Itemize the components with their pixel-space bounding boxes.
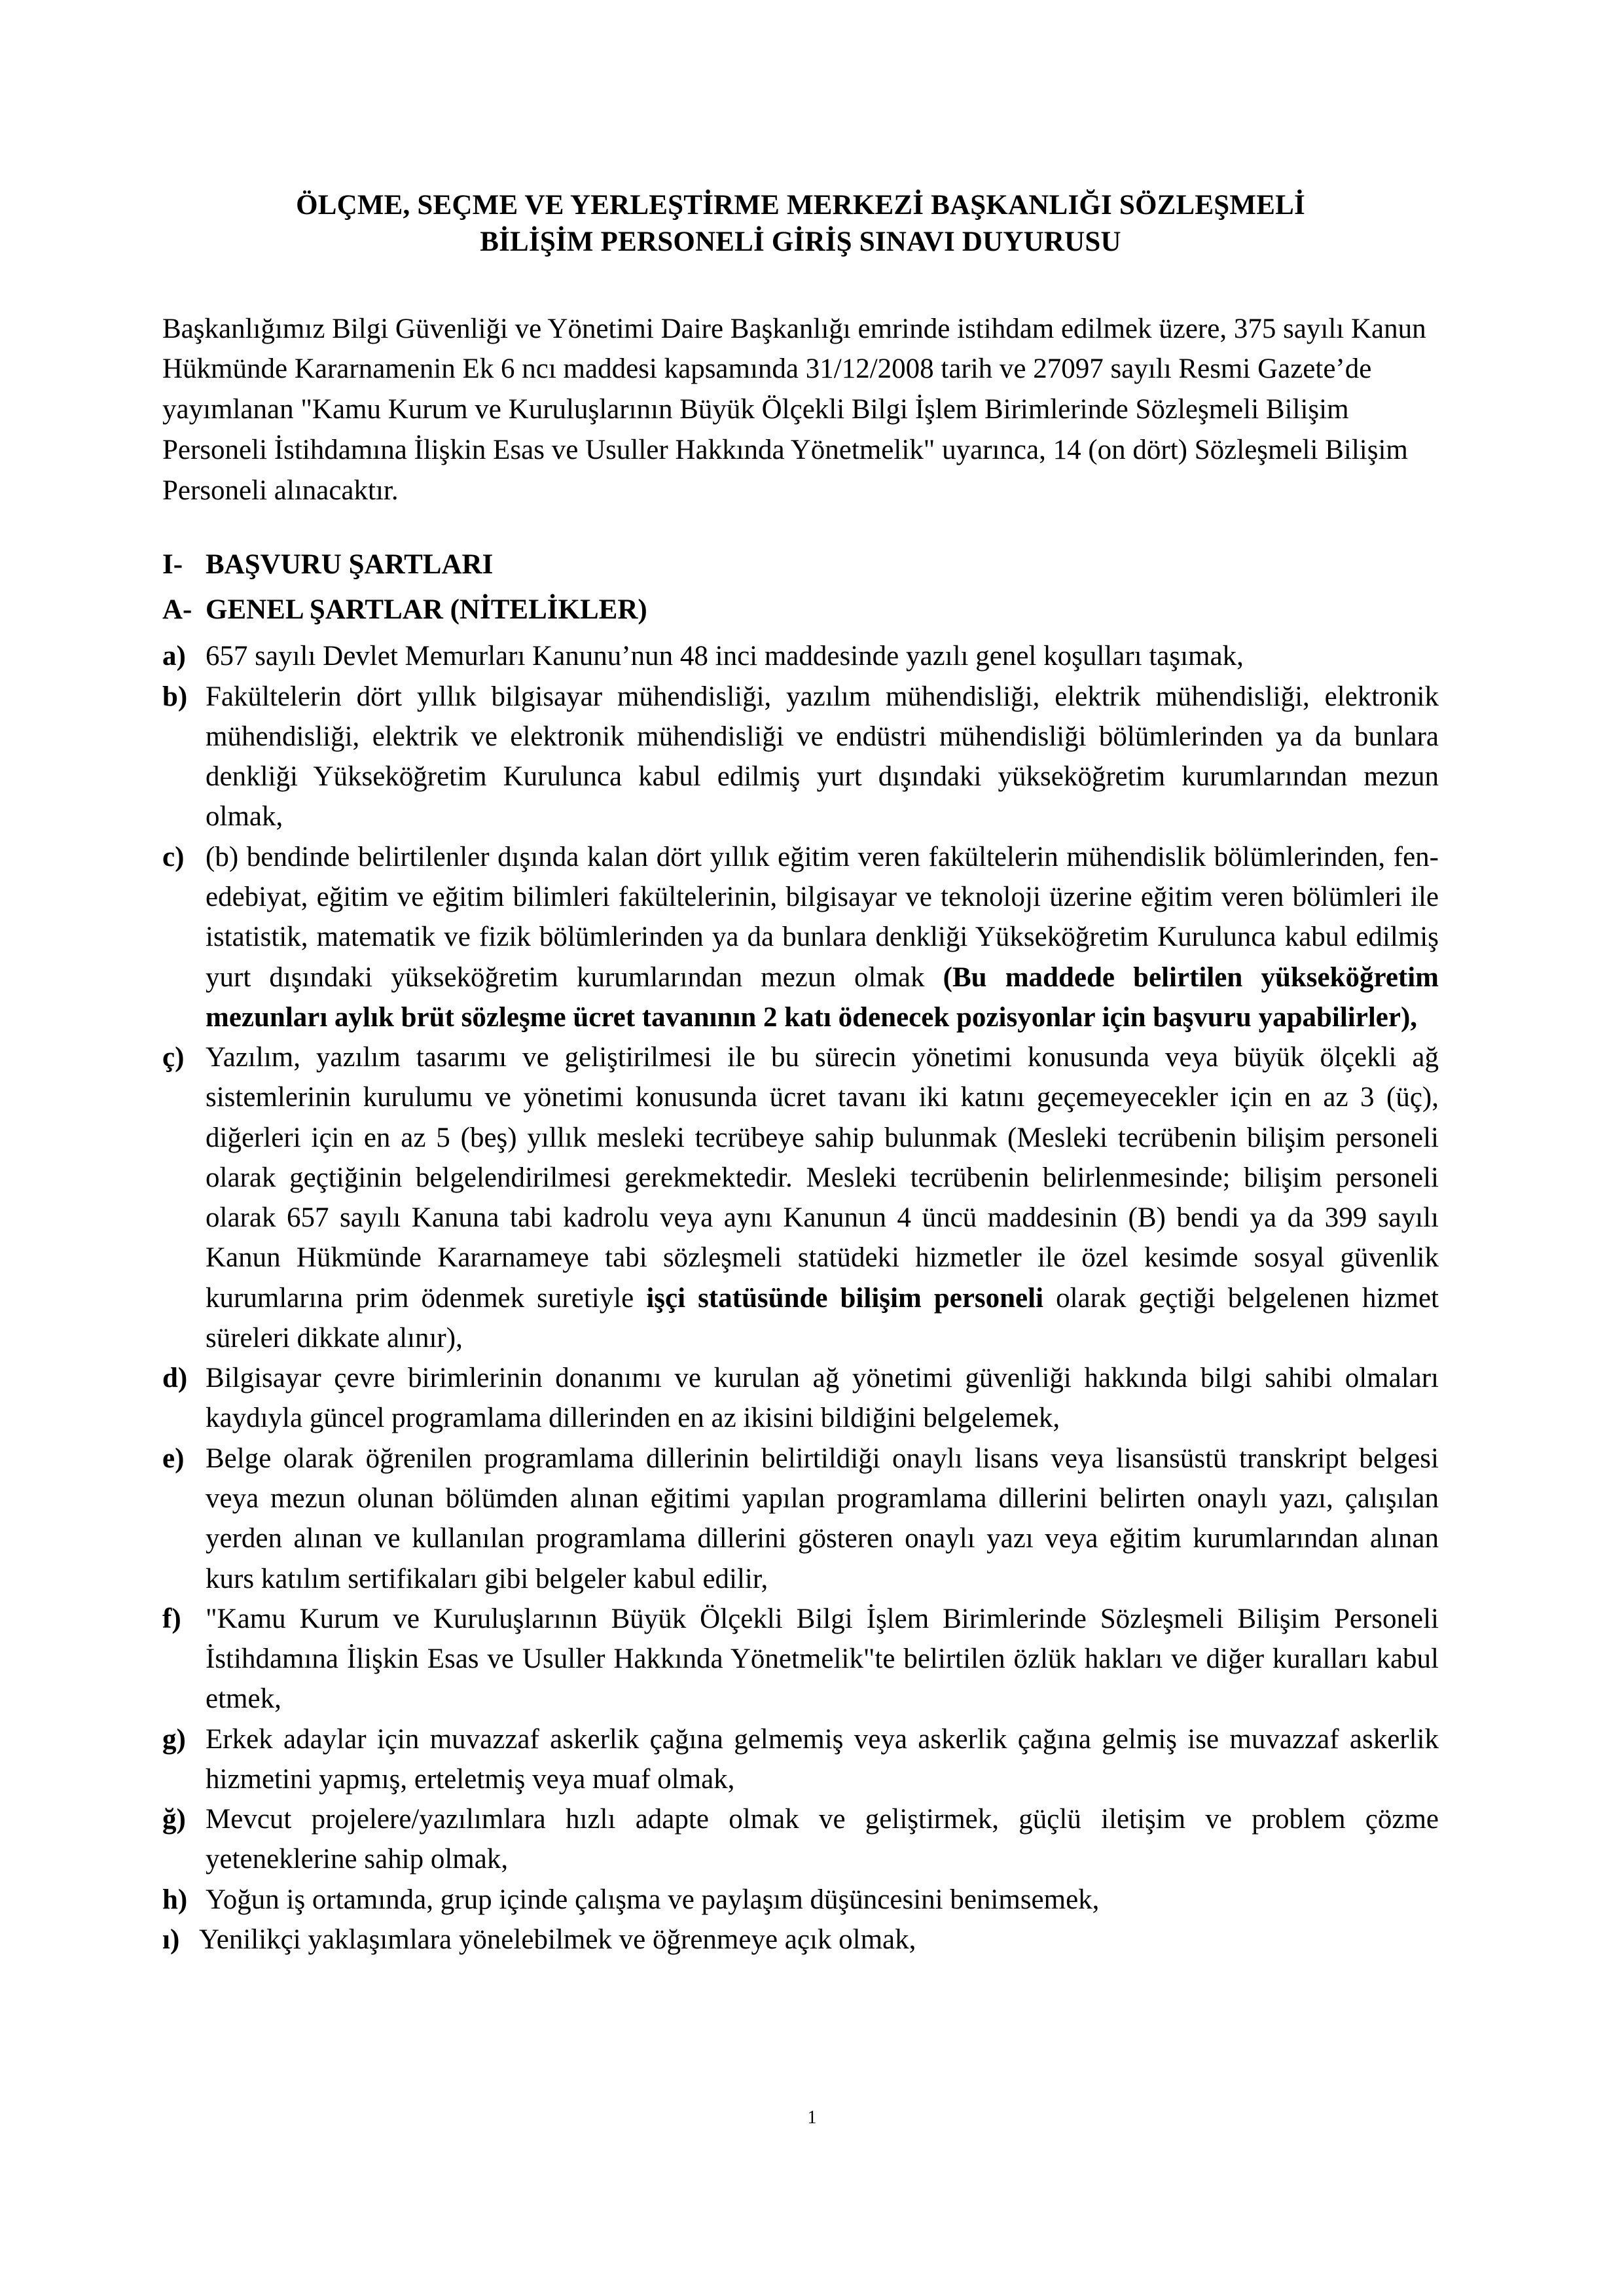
- list-item: [162, 636, 1439, 676]
- section-heading-genel-sartlar: [162, 590, 1439, 630]
- list-item: [162, 1599, 1439, 1719]
- list-item: [162, 677, 1439, 837]
- page-content: [162, 0, 1439, 1960]
- list-item-text: Mevcut projelere/yazılımlara hızlı adapte olmak ve geliştirmek, güçlü iletişim ve problem çözme yeteneklerine sahip olmak,: [206, 1804, 1439, 1875]
- list-item-text: Yoğun iş ortamında, grup içinde çalışma ve paylaşım düşüncesini benimsemek,: [206, 1884, 1100, 1915]
- page-number: 1: [807, 2108, 817, 2128]
- list-item-text: Bilgisayar çevre birimlerinin donanımı ve kurulan ağ yönetimi güvenliği hakkında bilgi sahibi olmaları kaydıyla güncel programlama dillerinden en az ikisini bildiğini belgelemek,: [206, 1363, 1439, 1434]
- list-item: [162, 1880, 1439, 1920]
- list-item: [162, 1799, 1439, 1880]
- list-item-text: Erkek adaylar için muvazzaf askerlik çağına gelmemiş veya askerlik çağına gelmiş ise muvazzaf askerlik hizmetini yapmış, erteletmiş veya muaf olmak,: [206, 1723, 1439, 1795]
- list-item-marker: ğ): [162, 1804, 186, 1835]
- list-item-text-normal-2: olarak geçtiği belgelenen hizmet süreleri dikkate alınır),: [206, 1282, 1439, 1354]
- title-line-1: ÖLÇME, SEÇME VE YERLEŞTİRME MERKEZİ BAŞKANLIĞI SÖZLEŞMELİ: [296, 190, 1305, 221]
- list-item: [162, 1719, 1439, 1800]
- list-item-text-bold: (Bu maddede belirtilen yükseköğretim mezunları aylık brüt sözleşme ücret tavanının 2 katı ödenecek pozisyonlar için başvuru yapabilirler),: [206, 961, 1439, 1033]
- intro-paragraph: [162, 309, 1439, 511]
- list-item-marker: e): [162, 1443, 185, 1474]
- section-1-marker: I-: [162, 549, 183, 581]
- list-item: [162, 1358, 1439, 1439]
- list-item-text: "Kamu Kurum ve Kuruluşlarının Büyük Ölçekli Bilgi İşlem Birimlerinde Sözleşmeli Bilişim Personeli İstihdamına İlişkin Esas ve Usuller Hakkında Yönetmelik"te belirtilen özlük hakları ve diğer kuralları kabul etmek,: [206, 1603, 1439, 1715]
- list-item-marker: b): [162, 681, 188, 712]
- list-item-text: [206, 837, 1439, 1037]
- list-item-marker: d): [162, 1363, 188, 1394]
- list-item-marker: ç): [162, 1042, 185, 1073]
- list-item-text: [206, 1037, 1439, 1358]
- document-title: [162, 0, 1439, 260]
- list-item-text-normal: Yazılım, yazılım tasarımı ve geliştirilmesi ile bu sürecin yönetimi konusunda veya büyük ölçekli ağ sistemlerinin kurulumu ve yönetimi konusunda ücret tavanı iki katını geçemeyecekler için en az 3 (üç), diğerleri için en az 5 (beş) yıllık mesleki tecrübeye sahip bulunmak (Mesleki tecrübenin bilişim personeli olarak geçtiğinin belgelendirilmesi gerekmektedir. Mesleki tecrübenin belirlenmesinde; bilişim personeli olarak 657 sayılı Kanuna tabi kadrolu veya aynı Kanunun 4 üncü maddesinin (B) bendi ya da 399 sayılı Kanun Hükmünde Kararnameye tabi sözleşmeli statüdeki hizmetler ile özel kesimde sosyal güvenlik kurumlarına prim ödenmek suretiyle: [206, 1042, 1439, 1314]
- list-item-marker: c): [162, 841, 185, 872]
- list-item: [162, 837, 1439, 1037]
- list-item: [162, 1037, 1439, 1358]
- section-a-title: GENEL ŞARTLAR (NİTELİKLER): [206, 594, 647, 626]
- list-item-text: Belge olarak öğrenilen programlama dillerinin belirtildiği onaylı lisans veya lisansüstü transkript belgesi veya mezun olunan bölümden alınan eğitimi yapılan programlama dillerini belirten onaylı yazı, çalışılan yerden alınan ve kullanılan programlama dillerini gösteren onaylı yazı veya eğitim kurumlarından alınan kurs katılım sertifikaları gibi belgeler kabul edilir,: [206, 1443, 1439, 1594]
- list-item-text-bold: işçi statüsünde bilişim personeli: [646, 1282, 1044, 1314]
- list-item-marker: ı): [162, 1924, 180, 1955]
- list-item-text: 657 sayılı Devlet Memurları Kanunu’nun 48 inci maddesinde yazılı genel koşulları taşımak,: [206, 641, 1244, 672]
- list-item-text: Fakültelerin dört yıllık bilgisayar mühendisliği, yazılım mühendisliği, elektrik mühendisliği, elektronik mühendisliği, elektrik ve elektronik mühendisliği ve endüstri mühendisliği bölümlerinden ya da bunlara denkliği Yükseköğretim Kurulunca kabul edilmiş yurt dışındaki yükseköğretim kurumlarından mezun olmak,: [206, 681, 1439, 833]
- list-item-marker: f): [162, 1603, 181, 1634]
- list-item-marker: g): [162, 1723, 186, 1755]
- list-item-marker: h): [162, 1884, 188, 1915]
- section-heading-basvuru-sartlari: [162, 545, 1439, 584]
- intro-text: Başkanlığımız Bilgi Güvenliği ve Yönetimi Daire Başkanlığı emrinde istihdam edilmek üzere, 375 sayılı Kanun Hükmünde Kararnamenin Ek 6 ncı maddesi kapsamında 31/12/2008 tarih ve 27097 sayılı Resmi Gazete’de yayımlanan "Kamu Kurum ve Kuruluşlarının Büyük Ölçekli Bilgi İşlem Birimlerinde Sözleşmeli Bilişim Personeli İstihdamına İlişkin Esas ve Usuller Hakkında Yönetmelik" uyarınca, 14 (on dört) Sözleşmeli Bilişim Personeli alınacaktır.: [162, 313, 1426, 506]
- title-line-2: BİLİŞİM PERSONELİ GİRİŞ SINAVI DUYURUSU: [480, 226, 1121, 257]
- list-item-marker: a): [162, 641, 186, 672]
- requirements-list: [162, 636, 1439, 1960]
- section-a-marker: A-: [162, 594, 192, 626]
- list-item-text-normal: (b) bendinde belirtilenler dışında kalan dört yıllık eğitim veren fakültelerin mühendislik bölümlerinden, fen-edebiyat, eğitim ve eğitim bilimleri fakültelerinin, bilgisayar ve teknoloji üzerine eğitim veren bölümleri ile istatistik, matematik ve fizik bölümlerinden ya da bunlara denkliği Yükseköğretim Kurulunca kabul edilmiş yurt dışındaki yükseköğretim kurumlarından mezun olmak: [206, 841, 1439, 993]
- list-item: [162, 1439, 1439, 1599]
- list-item: [162, 1920, 1439, 1960]
- list-item-text: Yenilikçi yaklaşımlara yönelebilmek ve öğrenmeye açık olmak,: [199, 1924, 916, 1955]
- section-1-title: BAŞVURU ŞARTLARI: [206, 549, 494, 581]
